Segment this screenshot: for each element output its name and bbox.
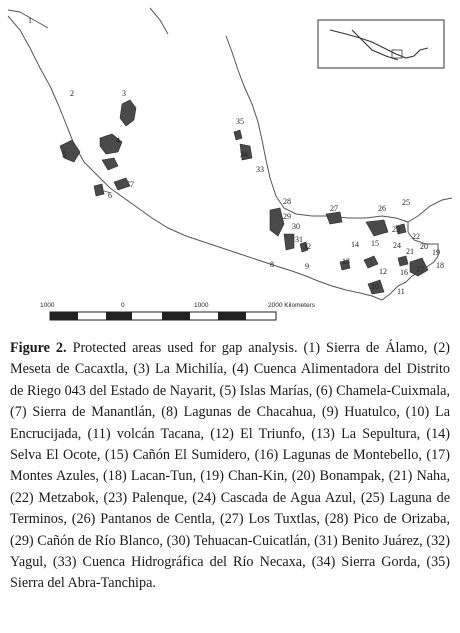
area-label: 3 — [122, 89, 126, 98]
area-label: 20 — [420, 242, 428, 251]
area-label: 2 — [70, 89, 74, 98]
scale-bar — [40, 302, 316, 320]
area-label: 31 — [295, 235, 303, 244]
area-label: 13 — [342, 257, 350, 266]
area-label: 22 — [412, 232, 420, 241]
area-label: 33 — [256, 165, 264, 174]
area-label: 24 — [393, 241, 401, 250]
scale-label: 1000 — [40, 302, 55, 309]
area-label: 34 — [240, 150, 248, 159]
area-label: 14 — [351, 240, 359, 249]
area-label: 4 — [116, 136, 120, 145]
figure-caption — [10, 338, 450, 595]
gulf-inlet — [150, 8, 168, 34]
area-label: 15 — [371, 239, 379, 248]
scale-label: 1000 — [194, 302, 209, 309]
area-label: 12 — [379, 267, 387, 276]
area-label: 18 — [436, 261, 444, 270]
scale-label: 2000 Kilometers — [268, 302, 315, 309]
protected-areas — [60, 100, 428, 294]
area-label: 35 — [236, 117, 244, 126]
area-label: 19 — [432, 248, 440, 257]
figure-label: Figure 2. — [10, 340, 67, 356]
caption-text: Protected areas used for gap analysis. (1) Sierra de Álamo, (2) Meseta de Cacaxtla, (3) La Michilía, (4) Cuenca Alimentadora del Distrito de Riego 043 del Estado de Nayarit, (5) Islas Marías, (6) Chamela-Cuixmala, (7) Sierra de Manantlán, (8) Lagunas de Chacahua, (9) Huatulco, (10) La Encrucijada, (11) volcán Tacana, (12) El Triunfo, (13) La Sepultura, (14) Selva El Ocote, (15) Cañón El Sumidero, (16) Lagunas de Montebello, (17) Montes Azules, (18) Lacan-Tun, (19) Chan-Kin, (20) Bonampak, (21) Naha, (22) Metzabok, (23) Palenque, (24) Cascada de Agua Azul, (25) Laguna de Terminos, (26) Pantanos de Centla, (27) Los Tuxtlas, (28) Pico de Orizaba, (29) Cañón de Río Blanco, (30) Tehuacan-Cuicatlán, (31) Benito Juárez, (32) Yagul, (33) Cuenca Hidrográfica del Río Necaxa, (34) Sierra Gorda, (35) Sierra del Abra-Tanchipa. — [10, 340, 451, 592]
area-label: 21 — [406, 247, 414, 256]
area-label: 1 — [28, 16, 32, 25]
area-label: 25 — [402, 198, 410, 207]
area-label: 17 — [416, 265, 424, 274]
area-label: 27 — [330, 204, 338, 213]
area-label: 6 — [108, 191, 112, 200]
area-label: 10 — [371, 282, 379, 291]
area-label: 5 — [62, 150, 66, 159]
area-label: 16 — [400, 268, 408, 277]
area-label: 9 — [305, 262, 309, 271]
yucatan-edge — [408, 198, 452, 222]
area-label: 23 — [392, 225, 400, 234]
area-label: 11 — [397, 287, 405, 296]
area-label: 8 — [270, 260, 274, 269]
area-label: 7 — [130, 180, 134, 189]
area-label: 30 — [292, 222, 300, 231]
southern-border — [382, 222, 438, 300]
area-label: 28 — [283, 197, 291, 206]
area-label: 32 — [303, 242, 311, 251]
inset-map — [318, 20, 444, 68]
area-label: 26 — [378, 204, 386, 213]
area-label: 29 — [283, 212, 291, 221]
scale-label: 0 — [121, 302, 125, 309]
